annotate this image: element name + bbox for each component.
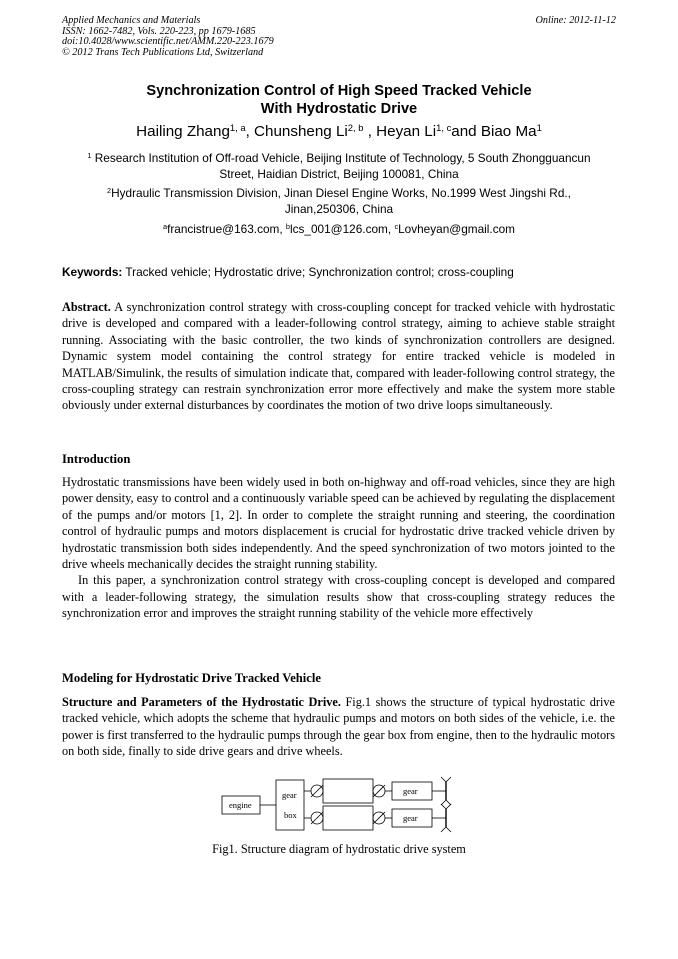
title-line-1: Synchronization Control of High Speed Tracked Vehicle xyxy=(146,83,532,99)
affiliation-1-line-1: Research Institution of Off-road Vehicle, Beijing Institute of Technology, 5 South Zhongguancun xyxy=(94,151,591,165)
keywords xyxy=(62,265,616,280)
structure-diagram xyxy=(220,772,470,838)
email-c-mark: c xyxy=(394,221,399,231)
gear-bottom-label: gear xyxy=(403,813,418,823)
introduction-body xyxy=(62,474,615,622)
journal-header xyxy=(62,16,274,58)
author-4-affil: 1 xyxy=(536,121,542,133)
abstract-label: Abstract. xyxy=(62,300,111,314)
email-a: francistrue@163.com, xyxy=(167,222,283,236)
doi: doi:10.4028/www.scientific.net/AMM.220-223.1679 xyxy=(62,36,274,48)
affiliation-2-line-2: Jinan,250306, China xyxy=(284,202,394,216)
modeling-body xyxy=(62,694,615,760)
author-3-affil: 1, c xyxy=(436,121,452,133)
title-line-2: With Hydrostatic Drive xyxy=(260,101,418,117)
section-heading-modeling: Modeling for Hydrostatic Drive Tracked Vehicle xyxy=(62,671,321,685)
copyright: © 2012 Trans Tech Publications Ltd, Switzerland xyxy=(62,46,264,58)
author-3: Heyan Li xyxy=(376,123,437,140)
modeling-subheading: Structure and Parameters of the Hydrostatic Drive. xyxy=(62,695,341,709)
online-date: Online: 2012-11-12 xyxy=(535,15,616,26)
issn: ISSN: 1662-7482, Vols. 220-223, pp 1679-1685 xyxy=(62,25,256,37)
engine-label: engine xyxy=(229,800,252,810)
author-4: Biao Ma xyxy=(480,123,537,140)
hydraulic-loop-bottom xyxy=(323,806,373,830)
introduction-paragraph-2: In this paper, a synchronization control strategy with cross-coupling concept is developed and compared with a leader-following strategy, the simulation results show that cross-coupling strategy reduces the synchronization error and improves the straight running stability of the vehicle more effectively xyxy=(62,573,615,621)
author-list: Hailing Zhang$^{1, a}$, Chunsheng Li$^{2, b}$ , Heyan Li$^{1, c}$and Biao Ma$^1$ xyxy=(136,121,542,140)
author-1-affil: 1, a xyxy=(229,121,246,133)
affiliation-2-mark: 2 xyxy=(107,185,112,195)
gearbox-block xyxy=(276,780,304,830)
figure-caption: Fig1. Structure diagram of hydrostatic drive system xyxy=(212,842,466,856)
email-b: lcs_001@126.com, xyxy=(289,222,392,236)
affiliation-1 xyxy=(62,150,616,182)
affiliation-2-line-1: Hydraulic Transmission Division, Jinan Diesel Engine Works, No.1999 West Jingshi Rd., xyxy=(111,186,571,200)
author-conjunction: and xyxy=(451,123,477,140)
gearbox-label-2: box xyxy=(284,810,297,820)
section-heading-introduction: Introduction xyxy=(62,452,131,466)
author-1: Hailing Zhang xyxy=(136,123,230,140)
hydraulic-loop-top xyxy=(323,779,373,803)
email-b-mark: b xyxy=(285,221,290,231)
email-c: Lovheyan@gmail.com xyxy=(398,222,515,236)
email-a-mark: a xyxy=(163,221,168,231)
gear-top-label: gear xyxy=(403,786,418,796)
author-2-affil: 2, b xyxy=(347,121,364,133)
journal-name: Applied Mechanics and Materials xyxy=(62,15,201,26)
modeling-text: Fig.1 shows the structure of typical hydrostatic drive tracked vehicle, which adopts the scheme that hydraulic pumps and motors on both sides of the vehicle, i.e. the power is first transferred to the hydraulic pumps through the gear box from engine, then to the hydraulic motors on both side, finally to side drive gears and drive wheels. xyxy=(62,695,616,759)
affiliation-2 xyxy=(62,185,616,217)
paper-title xyxy=(62,82,616,118)
author-2: Chunsheng Li xyxy=(254,123,348,140)
gearbox-label-1: gear xyxy=(282,790,297,800)
email-list xyxy=(62,221,616,237)
affiliation-1-line-2: Street, Haidian District, Beijing 100081, China xyxy=(219,167,459,181)
abstract xyxy=(62,299,615,414)
keywords-text: Tracked vehicle; Hydrostatic drive; Synchronization control; cross-coupling xyxy=(125,265,514,279)
affiliation-1-mark: 1 xyxy=(87,150,92,160)
introduction-paragraph-1: Hydrostatic transmissions have been widely used in both on-highway and off-road vehicles, since they are high power density, easy to control and a continuously variable speed can be achieved by regulating the displacement of the pumps and/or motors [1, 2]. In order to complete the straight running and steering, the coordination control of hydraulic pumps and motors displacement is crucial for hydrostatic drive tracked vehicle driven by hydrostatic transmission both sides independently. And the speed synchronization of two motors jointed to the drive wheels mechanically decides the straight running stability. xyxy=(62,475,615,572)
abstract-text: A synchronization control strategy with cross-coupling concept for tracked vehicle with hydrostatic drive is developed and compared with a leader-following control strategy, aiming to achieve stable straight running. Associating with the basic controller, the two kinds of synchronization controllers are designed. Dynamic system model containing the control strategy for entire tracked vehicle is modeled in MATLAB/Simulink, the results of simulation indicate that, compared with leader-following control strategy, the cross-coupling strategy can restrain synchronization error more effectively and make the system more stable obviously under external disturbances by coordinates the motion of two drive loops simultaneously. xyxy=(62,300,615,413)
keywords-label: Keywords: xyxy=(62,265,123,279)
